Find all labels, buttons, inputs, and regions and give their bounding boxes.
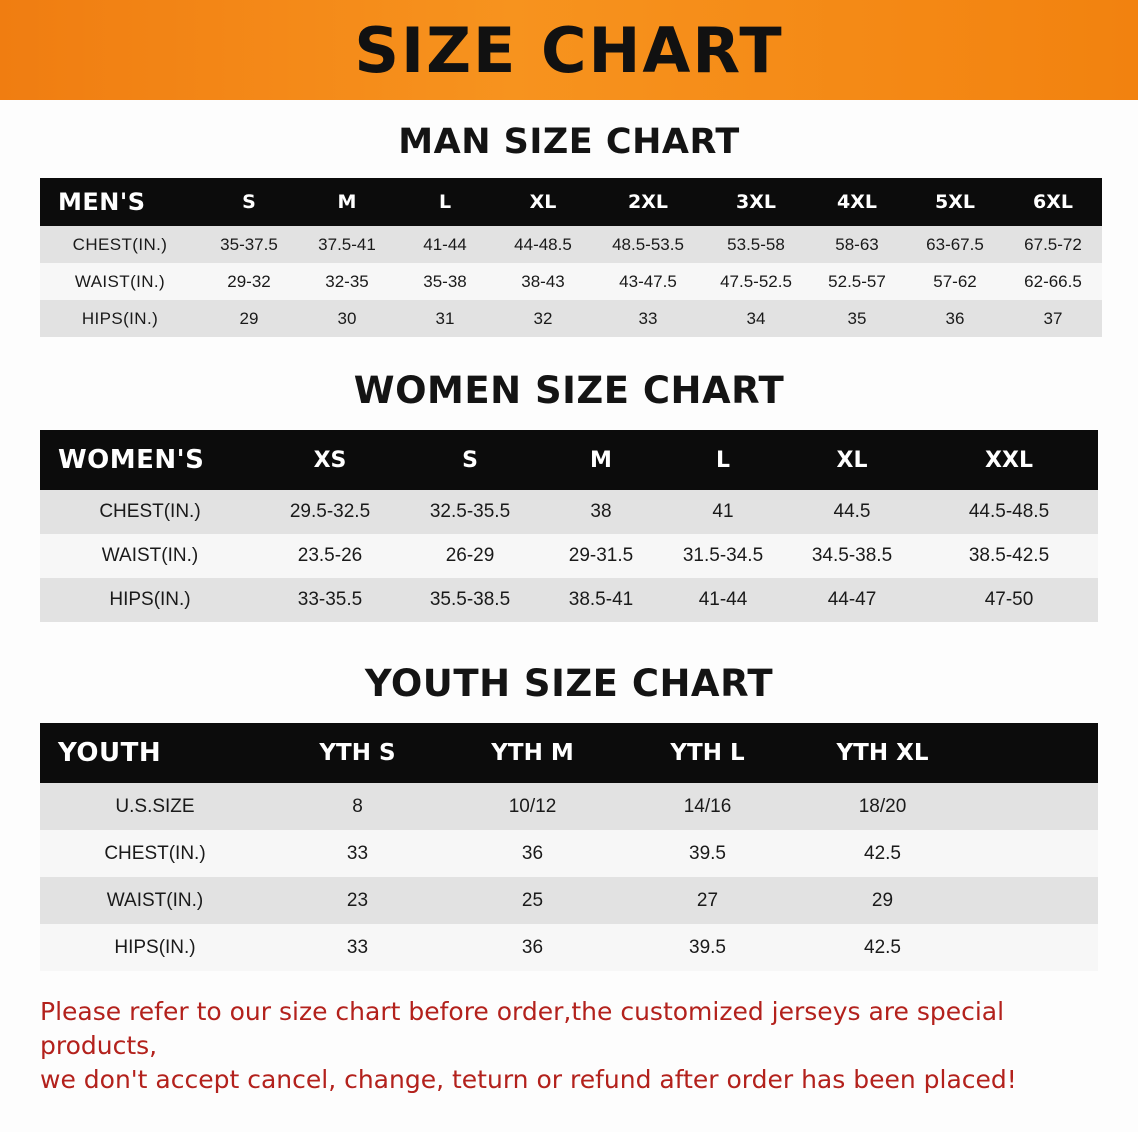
table-cell: 29: [200, 300, 298, 337]
table-cell: 67.5-72: [1004, 226, 1102, 263]
table-cell: 35-38: [396, 263, 494, 300]
table-cell: 32.5-35.5: [400, 490, 540, 534]
table-cell: 43-47.5: [592, 263, 704, 300]
table-cell: 38.5-41: [540, 578, 662, 622]
column-header: 6XL: [1004, 178, 1102, 226]
table-cell: 44.5: [784, 490, 920, 534]
man-size-table: [40, 178, 1102, 337]
table-cell: 53.5-58: [704, 226, 808, 263]
table-cell: 39.5: [620, 924, 795, 971]
column-header: XL: [494, 178, 592, 226]
row-label: WAIST(IN.): [40, 263, 200, 300]
column-header: S: [400, 430, 540, 490]
man-size-table-wrapper: [40, 178, 1098, 337]
table-cell: 33-35.5: [260, 578, 400, 622]
table-row: [40, 263, 1102, 300]
table-cell: 39.5: [620, 830, 795, 877]
table-cell: 36: [445, 830, 620, 877]
column-header: L: [662, 430, 784, 490]
table-row: [40, 226, 1102, 263]
table-header-row: [40, 430, 1098, 490]
women-size-table: [40, 430, 1098, 622]
table-cell: 52.5-57: [808, 263, 906, 300]
row-label: CHEST(IN.): [40, 490, 260, 534]
table-cell: 8: [270, 783, 445, 830]
table-cell: 14/16: [620, 783, 795, 830]
table-cell: 35: [808, 300, 906, 337]
table-cell: 23: [270, 877, 445, 924]
table-cell: 42.5: [795, 830, 970, 877]
column-header: XL: [784, 430, 920, 490]
table-cell: 36: [445, 924, 620, 971]
table-cell: 35-37.5: [200, 226, 298, 263]
column-header: YTH L: [620, 723, 795, 783]
table-cell: 29: [795, 877, 970, 924]
table-row: [40, 300, 1102, 337]
column-header: XXL: [920, 430, 1098, 490]
table-cell: 26-29: [400, 534, 540, 578]
man-section-title: MAN SIZE CHART: [398, 122, 740, 162]
column-header: MEN'S: [40, 178, 200, 226]
table-cell: 44.5-48.5: [920, 490, 1098, 534]
table-row: [40, 578, 1098, 622]
women-size-table-wrapper: [40, 430, 1098, 622]
row-label: WAIST(IN.): [40, 877, 270, 924]
table-cell: 58-63: [808, 226, 906, 263]
row-label: CHEST(IN.): [40, 830, 270, 877]
table-cell: 57-62: [906, 263, 1004, 300]
table-cell: 30: [298, 300, 396, 337]
row-label: HIPS(IN.): [40, 300, 200, 337]
policy-note: [40, 995, 1098, 1096]
table-cell: 34.5-38.5: [784, 534, 920, 578]
column-header: S: [200, 178, 298, 226]
column-header: 2XL: [592, 178, 704, 226]
table-cell: 29.5-32.5: [260, 490, 400, 534]
table-row: [40, 830, 1098, 877]
table-cell: 38.5-42.5: [920, 534, 1098, 578]
youth-section-title: YOUTH SIZE CHART: [364, 662, 774, 705]
column-header: M: [540, 430, 662, 490]
table-cell: 36: [906, 300, 1004, 337]
table-cell: 37.5-41: [298, 226, 396, 263]
table-cell-spacer: [970, 877, 1098, 924]
column-header: XS: [260, 430, 400, 490]
table-row: [40, 534, 1098, 578]
table-row: [40, 877, 1098, 924]
table-cell: 41-44: [662, 578, 784, 622]
row-label: WAIST(IN.): [40, 534, 260, 578]
table-cell: 31.5-34.5: [662, 534, 784, 578]
table-cell: 29-31.5: [540, 534, 662, 578]
table-header-row: [40, 178, 1102, 226]
table-cell: 47-50: [920, 578, 1098, 622]
table-cell: 41: [662, 490, 784, 534]
women-section-title: WOMEN SIZE CHART: [353, 369, 785, 412]
table-cell: 34: [704, 300, 808, 337]
column-header: YTH S: [270, 723, 445, 783]
table-cell: 41-44: [396, 226, 494, 263]
table-header-row: [40, 723, 1098, 783]
table-cell: 27: [620, 877, 795, 924]
table-cell: 33: [270, 924, 445, 971]
page-title: SIZE CHART: [354, 14, 784, 87]
table-cell-spacer: [970, 924, 1098, 971]
column-header: WOMEN'S: [40, 430, 260, 490]
table-cell: 10/12: [445, 783, 620, 830]
table-cell-spacer: [970, 783, 1098, 830]
row-label: CHEST(IN.): [40, 226, 200, 263]
column-header: L: [396, 178, 494, 226]
column-header: YTH M: [445, 723, 620, 783]
table-cell: 18/20: [795, 783, 970, 830]
table-cell: 29-32: [200, 263, 298, 300]
table-cell: 33: [270, 830, 445, 877]
column-header: YTH XL: [795, 723, 970, 783]
table-row: [40, 924, 1098, 971]
header-banner: [0, 0, 1138, 100]
table-cell: 35.5-38.5: [400, 578, 540, 622]
column-header: M: [298, 178, 396, 226]
column-header: 3XL: [704, 178, 808, 226]
column-header: 5XL: [906, 178, 1004, 226]
column-header: 4XL: [808, 178, 906, 226]
table-cell: 25: [445, 877, 620, 924]
table-cell: 44-47: [784, 578, 920, 622]
table-cell: 42.5: [795, 924, 970, 971]
table-cell: 33: [592, 300, 704, 337]
column-header-spacer: [970, 723, 1098, 783]
table-cell: 31: [396, 300, 494, 337]
policy-note-line-1: Please refer to our size chart before order,the customized jerseys are special products,: [40, 997, 1005, 1060]
table-cell: 23.5-26: [260, 534, 400, 578]
table-cell-spacer: [970, 830, 1098, 877]
table-row: [40, 783, 1098, 830]
row-label: U.S.SIZE: [40, 783, 270, 830]
youth-size-table-wrapper: [40, 723, 1098, 971]
table-cell: 48.5-53.5: [592, 226, 704, 263]
table-cell: 62-66.5: [1004, 263, 1102, 300]
youth-size-table: [40, 723, 1098, 971]
table-cell: 38-43: [494, 263, 592, 300]
table-cell: 63-67.5: [906, 226, 1004, 263]
table-cell: 32-35: [298, 263, 396, 300]
table-cell: 44-48.5: [494, 226, 592, 263]
table-cell: 47.5-52.5: [704, 263, 808, 300]
row-label: HIPS(IN.): [40, 924, 270, 971]
policy-note-line-2: we don't accept cancel, change, teturn or refund after order has been placed!: [40, 1064, 1017, 1094]
column-header: YOUTH: [40, 723, 270, 783]
table-cell: 38: [540, 490, 662, 534]
row-label: HIPS(IN.): [40, 578, 260, 622]
table-cell: 32: [494, 300, 592, 337]
table-cell: 37: [1004, 300, 1102, 337]
table-row: [40, 490, 1098, 534]
